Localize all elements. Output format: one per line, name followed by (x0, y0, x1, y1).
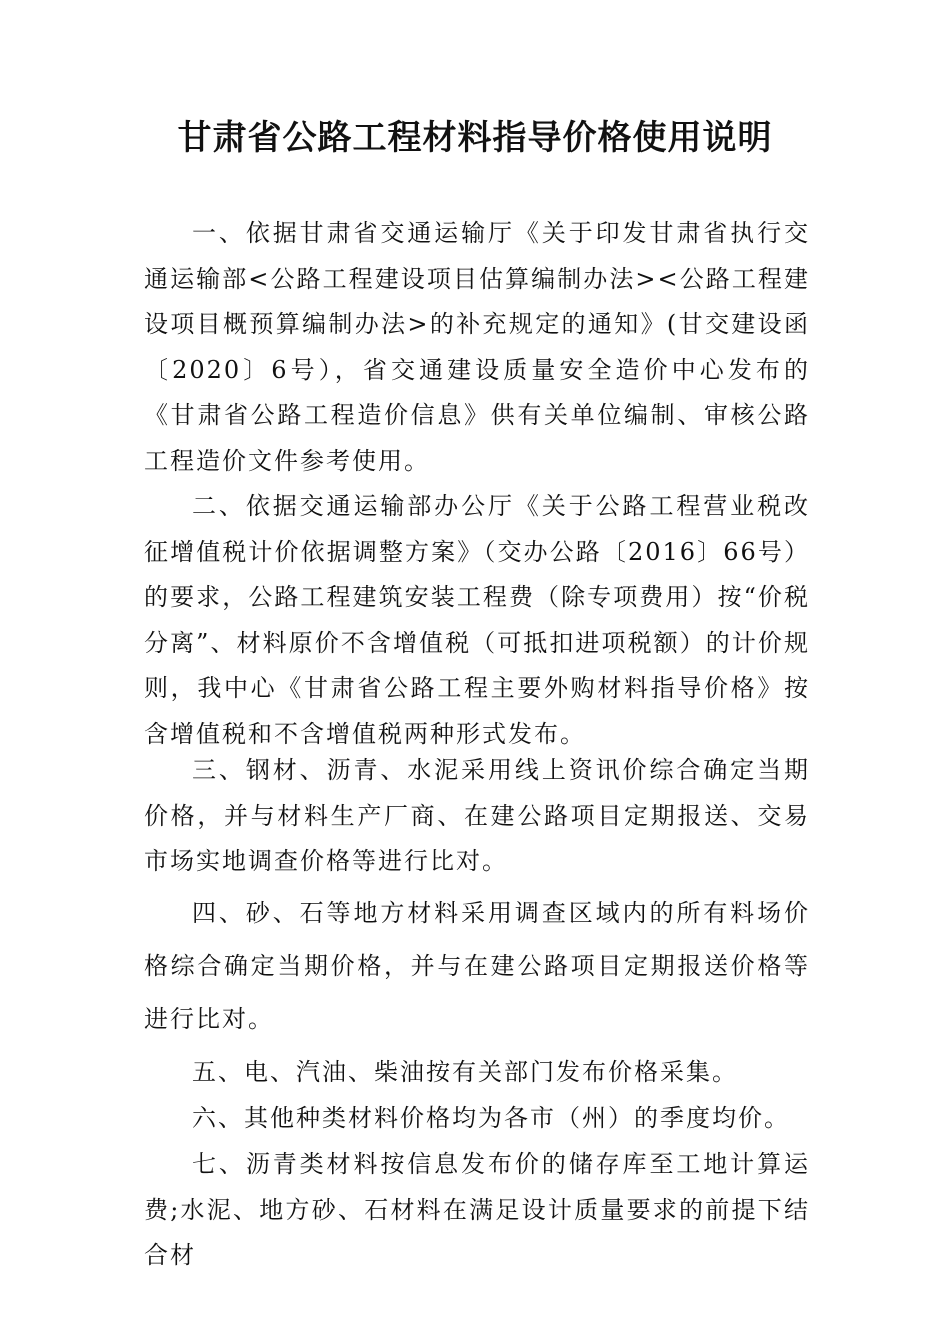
paragraph-1: 一、依据甘肃省交通运输厅《关于印发甘肃省执行交通运输部<公路工程建设项目估算编制办法><公路工程建设项目概预算编制办法>的补充规定的通知》(甘交建设函〔2020〕6号），省交通建设质量安全造价中心发布的《甘肃省公路工程造价信息》供有关单位编制、审核公路工程造价文件参考使用。 (144, 219, 810, 475)
paragraph-7: 七、沥青类材料按信息发布价的储存库至工地计算运费;水泥、地方砂、石材料在满足设计质量要求的前提下结合材 (144, 1150, 810, 1269)
paragraph-4: 四、砂、石等地方材料采用调查区域内的所有料场价格综合确定当期价格，并与在建公路项目定期报送价格等进行比对。 (144, 899, 810, 1033)
paragraph-2: 二、依据交通运输部办公厅《关于公路工程营业税改征增值税计价依据调整方案》（交办公路〔2016〕66号）的要求，公路工程建筑安装工程费（除专项费用）按“价税分离”、材料原价不含增值税（可抵扣进项税额）的计价规则，我中心《甘肃省公路工程主要外购材料指导价格》按含增值税和不含增值税两种形式发布。 (144, 492, 810, 748)
paragraph-6: 六、其他种类材料价格均为各市（州）的季度均价。 (192, 1104, 790, 1132)
document-title: 甘肃省公路工程材料指导价格使用说明 (177, 118, 773, 158)
paragraph-3: 三、钢材、沥青、水泥采用线上资讯价综合确定当期价格，并与材料生产厂商、在建公路项目定期报送、交易市场实地调查价格等进行比对。 (144, 756, 810, 875)
paragraph-5: 五、电、汽油、柴油按有关部门发布价格采集。 (192, 1058, 738, 1086)
